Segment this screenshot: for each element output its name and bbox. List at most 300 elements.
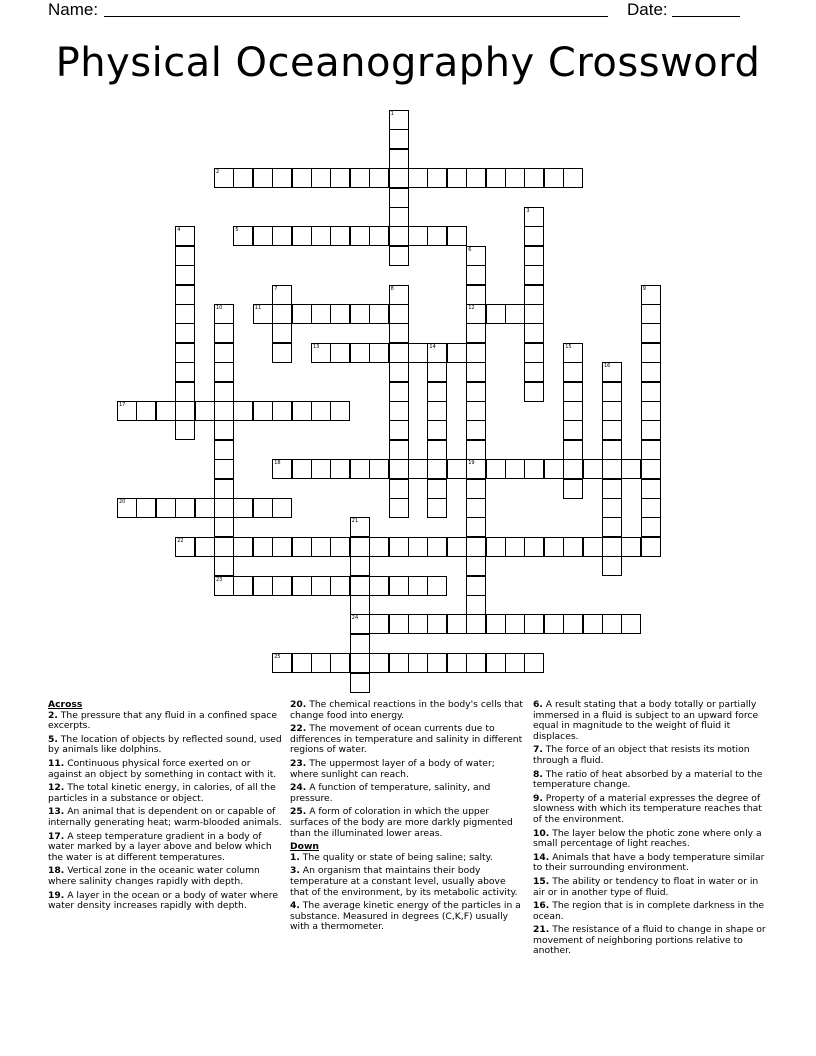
- grid-cell[interactable]: [369, 459, 389, 479]
- grid-cell[interactable]: [544, 614, 564, 634]
- grid-cell[interactable]: [408, 653, 428, 673]
- grid-cell[interactable]: [292, 459, 312, 479]
- grid-cell[interactable]: [524, 285, 544, 305]
- grid-cell[interactable]: [330, 226, 350, 246]
- grid-cell[interactable]: [369, 226, 389, 246]
- clue-item: [533, 794, 768, 826]
- grid-cell[interactable]: [621, 459, 641, 479]
- grid-cell[interactable]: [641, 343, 661, 363]
- grid-cell[interactable]: [253, 168, 273, 188]
- clue-item-text: The movement of ocean currents due to differences in temperature and salinity in different regions of water.: [290, 723, 523, 756]
- grid-cell[interactable]: [272, 459, 292, 479]
- grid-cell[interactable]: [350, 537, 370, 557]
- grid-cell[interactable]: [602, 614, 622, 634]
- grid-cell[interactable]: [524, 362, 544, 382]
- grid-cell[interactable]: [350, 343, 370, 363]
- grid-cell[interactable]: [175, 382, 195, 402]
- grid-cell[interactable]: [466, 168, 486, 188]
- grid-cell[interactable]: [427, 459, 447, 479]
- grid-cell[interactable]: [466, 517, 486, 537]
- grid-cell[interactable]: [350, 595, 370, 615]
- grid-cell[interactable]: [427, 420, 447, 440]
- grid-cell[interactable]: [602, 440, 622, 460]
- grid-cell[interactable]: [369, 168, 389, 188]
- grid-cell[interactable]: [427, 362, 447, 382]
- grid-cell[interactable]: [369, 537, 389, 557]
- grid-cell[interactable]: [524, 614, 544, 634]
- grid-cell[interactable]: [602, 420, 622, 440]
- grid-cell[interactable]: [175, 265, 195, 285]
- grid-cell[interactable]: [563, 420, 583, 440]
- clue-item-text: The chemical reactions in the body's cells that change food into energy.: [290, 699, 524, 721]
- clue-number: 16: [604, 363, 611, 370]
- grid-cell[interactable]: [389, 362, 409, 382]
- grid-cell[interactable]: [466, 498, 486, 518]
- grid-cell[interactable]: [311, 226, 331, 246]
- clue-item: [533, 829, 768, 850]
- grid-cell[interactable]: [233, 537, 253, 557]
- clue-number: 21: [351, 518, 359, 525]
- grid-cell[interactable]: [214, 517, 234, 537]
- grid-cell[interactable]: [563, 168, 583, 188]
- grid-cell[interactable]: [350, 304, 370, 324]
- grid-cell[interactable]: [272, 537, 292, 557]
- grid-cell[interactable]: [641, 479, 661, 499]
- grid-cell[interactable]: [466, 285, 486, 305]
- grid-cell[interactable]: [292, 537, 312, 557]
- grid-cell[interactable]: [175, 323, 195, 343]
- grid-cell[interactable]: [214, 556, 234, 576]
- grid-cell[interactable]: [272, 576, 292, 596]
- grid-cell[interactable]: [486, 168, 506, 188]
- grid-cell[interactable]: [641, 285, 661, 305]
- grid-cell[interactable]: [195, 401, 215, 421]
- grid-cell[interactable]: [583, 614, 603, 634]
- grid-cell[interactable]: [350, 673, 370, 693]
- grid-cell[interactable]: [466, 459, 486, 479]
- grid-cell[interactable]: [389, 459, 409, 479]
- grid-cell[interactable]: [466, 595, 486, 615]
- grid-cell[interactable]: [408, 168, 428, 188]
- grid-cell[interactable]: [641, 304, 661, 324]
- grid-cell[interactable]: [272, 285, 292, 305]
- grid-cell[interactable]: [389, 420, 409, 440]
- clue-item-number: 17.: [48, 830, 65, 842]
- clue-item-number: 14.: [533, 851, 550, 863]
- grid-cell[interactable]: [447, 614, 467, 634]
- grid-cell[interactable]: [602, 537, 622, 557]
- grid-cell[interactable]: [292, 653, 312, 673]
- grid-cell[interactable]: [408, 343, 428, 363]
- grid-cell[interactable]: [641, 537, 661, 557]
- grid-cell[interactable]: [563, 343, 583, 363]
- grid-cell[interactable]: [524, 168, 544, 188]
- grid-cell[interactable]: [486, 614, 506, 634]
- grid-cell[interactable]: [466, 653, 486, 673]
- clue-item: [533, 853, 768, 874]
- grid-cell[interactable]: [389, 401, 409, 421]
- grid-cell[interactable]: [214, 168, 234, 188]
- grid-cell[interactable]: [272, 653, 292, 673]
- grid-cell[interactable]: [427, 653, 447, 673]
- grid-cell[interactable]: [156, 401, 176, 421]
- grid-cell[interactable]: [389, 168, 409, 188]
- grid-cell[interactable]: [389, 614, 409, 634]
- grid-cell[interactable]: [563, 440, 583, 460]
- grid-cell[interactable]: [447, 343, 467, 363]
- grid-cell[interactable]: [602, 479, 622, 499]
- grid-cell[interactable]: [466, 420, 486, 440]
- grid-cell[interactable]: [389, 226, 409, 246]
- grid-cell[interactable]: [524, 459, 544, 479]
- grid-cell[interactable]: [427, 614, 447, 634]
- grid-cell[interactable]: [311, 537, 331, 557]
- grid-cell[interactable]: [466, 614, 486, 634]
- grid-cell[interactable]: [427, 479, 447, 499]
- grid-cell[interactable]: [427, 168, 447, 188]
- grid-cell[interactable]: [505, 168, 525, 188]
- grid-cell[interactable]: [350, 226, 370, 246]
- grid-cell[interactable]: [330, 401, 350, 421]
- grid-cell[interactable]: [427, 537, 447, 557]
- clue-item-text: The uppermost layer of a body of water; where sunlight can reach.: [290, 757, 495, 780]
- grid-cell[interactable]: [117, 401, 137, 421]
- grid-cell[interactable]: [214, 323, 234, 343]
- grid-cell[interactable]: [641, 498, 661, 518]
- grid-cell[interactable]: [563, 459, 583, 479]
- clue-number: 7: [274, 285, 278, 292]
- grid-cell[interactable]: [389, 285, 409, 305]
- grid-cell[interactable]: [214, 459, 234, 479]
- grid-cell[interactable]: [311, 576, 331, 596]
- grid-cell[interactable]: [544, 168, 564, 188]
- grid-cell[interactable]: [524, 653, 544, 673]
- grid-cell[interactable]: [427, 382, 447, 402]
- grid-cell[interactable]: [350, 517, 370, 537]
- grid-cell[interactable]: [272, 168, 292, 188]
- grid-cell[interactable]: [253, 498, 273, 518]
- grid-cell[interactable]: [175, 343, 195, 363]
- grid-cell[interactable]: [389, 323, 409, 343]
- grid-cell[interactable]: [214, 479, 234, 499]
- grid-cell[interactable]: [466, 362, 486, 382]
- grid-cell[interactable]: [466, 323, 486, 343]
- clue-column-2: [290, 700, 525, 936]
- grid-cell[interactable]: [175, 537, 195, 557]
- grid-cell[interactable]: [486, 304, 506, 324]
- grid-cell[interactable]: [214, 343, 234, 363]
- grid-cell[interactable]: [272, 323, 292, 343]
- grid-cell[interactable]: [389, 653, 409, 673]
- grid-cell[interactable]: [641, 382, 661, 402]
- clue-item-number: 2.: [48, 709, 58, 721]
- grid-cell[interactable]: [214, 498, 234, 518]
- grid-cell[interactable]: [389, 246, 409, 266]
- clue-item: [290, 853, 525, 864]
- grid-cell[interactable]: [408, 459, 428, 479]
- grid-cell[interactable]: [427, 576, 447, 596]
- grid-cell[interactable]: [214, 382, 234, 402]
- clue-item-number: 9.: [533, 792, 543, 804]
- grid-cell[interactable]: [330, 304, 350, 324]
- grid-cell[interactable]: [641, 517, 661, 537]
- clue-number: 4: [177, 227, 181, 234]
- grid-cell[interactable]: [233, 401, 253, 421]
- grid-cell[interactable]: [175, 498, 195, 518]
- grid-cell[interactable]: [175, 304, 195, 324]
- grid-cell[interactable]: [292, 576, 312, 596]
- grid-cell[interactable]: [486, 653, 506, 673]
- grid-cell[interactable]: [272, 498, 292, 518]
- grid-cell[interactable]: [292, 168, 312, 188]
- grid-cell[interactable]: [292, 304, 312, 324]
- grid-cell[interactable]: [641, 401, 661, 421]
- grid-cell[interactable]: [389, 149, 409, 169]
- grid-cell[interactable]: [466, 401, 486, 421]
- grid-cell[interactable]: [621, 614, 641, 634]
- grid-cell[interactable]: [408, 226, 428, 246]
- grid-cell[interactable]: [389, 207, 409, 227]
- grid-cell[interactable]: [505, 304, 525, 324]
- grid-cell[interactable]: [505, 459, 525, 479]
- grid-cell[interactable]: [563, 401, 583, 421]
- grid-cell[interactable]: [214, 401, 234, 421]
- grid-cell[interactable]: [408, 537, 428, 557]
- grid-cell[interactable]: [505, 653, 525, 673]
- grid-cell[interactable]: [621, 537, 641, 557]
- grid-cell[interactable]: [544, 459, 564, 479]
- grid-cell[interactable]: [466, 576, 486, 596]
- grid-cell[interactable]: [389, 576, 409, 596]
- grid-cell[interactable]: [233, 576, 253, 596]
- grid-cell[interactable]: [311, 168, 331, 188]
- grid-cell[interactable]: [330, 459, 350, 479]
- grid-cell[interactable]: [311, 401, 331, 421]
- grid-cell[interactable]: [253, 226, 273, 246]
- grid-cell[interactable]: [641, 362, 661, 382]
- grid-cell[interactable]: [447, 168, 467, 188]
- grid-cell[interactable]: [233, 498, 253, 518]
- grid-cell[interactable]: [641, 459, 661, 479]
- grid-cell[interactable]: [389, 498, 409, 518]
- grid-cell[interactable]: [292, 401, 312, 421]
- grid-cell[interactable]: [408, 576, 428, 596]
- grid-cell[interactable]: [466, 304, 486, 324]
- grid-cell[interactable]: [233, 226, 253, 246]
- grid-cell[interactable]: [253, 576, 273, 596]
- grid-cell[interactable]: [253, 401, 273, 421]
- clue-number: 22: [177, 537, 184, 544]
- grid-cell[interactable]: [389, 188, 409, 208]
- grid-cell[interactable]: [408, 614, 428, 634]
- grid-cell[interactable]: [350, 556, 370, 576]
- grid-cell[interactable]: [369, 304, 389, 324]
- grid-cell[interactable]: [466, 265, 486, 285]
- grid-cell[interactable]: [369, 576, 389, 596]
- grid-cell[interactable]: [330, 537, 350, 557]
- grid-cell[interactable]: [505, 614, 525, 634]
- grid-cell[interactable]: [602, 498, 622, 518]
- grid-cell[interactable]: [175, 246, 195, 266]
- grid-cell[interactable]: [427, 401, 447, 421]
- clue-item-number: 3.: [290, 865, 300, 877]
- clue-column-3: [533, 700, 768, 960]
- clue-number: 3: [526, 208, 530, 214]
- grid-cell[interactable]: [427, 440, 447, 460]
- grid-cell[interactable]: [641, 440, 661, 460]
- grid-cell[interactable]: [524, 207, 544, 227]
- grid-cell[interactable]: [272, 226, 292, 246]
- clue-item-number: 7.: [533, 744, 543, 756]
- grid-cell[interactable]: [427, 226, 447, 246]
- grid-cell[interactable]: [524, 246, 544, 266]
- grid-cell[interactable]: [389, 129, 409, 149]
- grid-cell[interactable]: [524, 537, 544, 557]
- grid-cell[interactable]: [389, 110, 409, 130]
- grid-cell[interactable]: [583, 459, 603, 479]
- grid-cell[interactable]: [563, 537, 583, 557]
- grid-cell[interactable]: [253, 304, 273, 324]
- grid-cell[interactable]: [214, 576, 234, 596]
- grid-cell[interactable]: [311, 653, 331, 673]
- grid-cell[interactable]: [195, 537, 215, 557]
- grid-cell[interactable]: [524, 343, 544, 363]
- grid-cell[interactable]: [563, 362, 583, 382]
- grid-cell[interactable]: [117, 498, 137, 518]
- grid-cell[interactable]: [427, 343, 447, 363]
- grid-cell[interactable]: [544, 537, 564, 557]
- grid-cell[interactable]: [311, 304, 331, 324]
- grid-cell[interactable]: [156, 498, 176, 518]
- grid-cell[interactable]: [427, 498, 447, 518]
- clue-number: 15: [565, 343, 572, 350]
- grid-cell[interactable]: [447, 459, 467, 479]
- grid-cell[interactable]: [350, 168, 370, 188]
- grid-cell[interactable]: [233, 168, 253, 188]
- grid-cell[interactable]: [602, 459, 622, 479]
- grid-cell[interactable]: [350, 634, 370, 654]
- grid-cell[interactable]: [389, 343, 409, 363]
- grid-cell[interactable]: [311, 343, 331, 363]
- grid-cell[interactable]: [524, 382, 544, 402]
- clue-item: [290, 807, 525, 839]
- grid-cell[interactable]: [214, 420, 234, 440]
- grid-cell[interactable]: [350, 614, 370, 634]
- grid-cell[interactable]: [389, 537, 409, 557]
- grid-cell[interactable]: [524, 265, 544, 285]
- grid-cell[interactable]: [389, 479, 409, 499]
- clue-item-text: The quality or state of being saline; salty.: [299, 851, 493, 863]
- grid-cell[interactable]: [466, 479, 486, 499]
- grid-cell[interactable]: [175, 401, 195, 421]
- grid-cell[interactable]: [583, 537, 603, 557]
- grid-cell[interactable]: [505, 537, 525, 557]
- grid-cell[interactable]: [641, 420, 661, 440]
- clue-item-text: The region that is in complete darkness in the ocean.: [533, 900, 765, 922]
- grid-cell[interactable]: [563, 614, 583, 634]
- grid-cell[interactable]: [466, 440, 486, 460]
- grid-cell[interactable]: [175, 362, 195, 382]
- clue-item: [533, 745, 768, 766]
- grid-cell[interactable]: [447, 537, 467, 557]
- grid-cell[interactable]: [563, 479, 583, 499]
- grid-cell[interactable]: [292, 226, 312, 246]
- clue-item-number: 10.: [533, 827, 550, 839]
- grid-cell[interactable]: [311, 459, 331, 479]
- grid-cell[interactable]: [175, 285, 195, 305]
- grid-cell[interactable]: [214, 440, 234, 460]
- grid-cell[interactable]: [602, 517, 622, 537]
- grid-cell[interactable]: [389, 304, 409, 324]
- clue-item-text: A form of coloration in which the upper surfaces of the body are more darkly pigmented than the illuminated lower areas.: [290, 806, 513, 839]
- clue-item-text: Continuous physical force exerted on or against an object by something in contact with it.: [48, 757, 277, 780]
- grid-cell[interactable]: [524, 304, 544, 324]
- grid-cell[interactable]: [253, 537, 273, 557]
- grid-cell[interactable]: [136, 498, 156, 518]
- grid-cell[interactable]: [214, 304, 234, 324]
- grid-cell[interactable]: [466, 556, 486, 576]
- grid-cell[interactable]: [214, 362, 234, 382]
- grid-cell[interactable]: [272, 401, 292, 421]
- grid-cell[interactable]: [195, 498, 215, 518]
- grid-cell[interactable]: [466, 382, 486, 402]
- grid-cell[interactable]: [214, 537, 234, 557]
- clue-item-text: The average kinetic energy of the particles in a substance. Measured in degrees (C,K,F) usually with a thermometer.: [290, 900, 521, 933]
- grid-cell[interactable]: [524, 323, 544, 343]
- grid-cell[interactable]: [330, 343, 350, 363]
- grid-cell[interactable]: [272, 343, 292, 363]
- grid-cell[interactable]: [175, 226, 195, 246]
- grid-cell[interactable]: [466, 343, 486, 363]
- grid-cell[interactable]: [330, 168, 350, 188]
- grid-cell[interactable]: [486, 459, 506, 479]
- grid-cell[interactable]: [389, 382, 409, 402]
- grid-cell[interactable]: [350, 576, 370, 596]
- grid-cell[interactable]: [486, 537, 506, 557]
- grid-cell[interactable]: [369, 343, 389, 363]
- grid-cell[interactable]: [330, 653, 350, 673]
- grid-cell[interactable]: [602, 362, 622, 382]
- clue-item-number: 4.: [290, 900, 300, 912]
- grid-cell[interactable]: [330, 576, 350, 596]
- grid-cell[interactable]: [466, 537, 486, 557]
- grid-cell[interactable]: [369, 614, 389, 634]
- grid-cell[interactable]: [175, 420, 195, 440]
- grid-cell[interactable]: [350, 653, 370, 673]
- down-heading: Down: [290, 841, 319, 853]
- grid-cell[interactable]: [350, 459, 370, 479]
- clue-item-text: Vertical zone in the oceanic water column where salinity changes rapidly with depth.: [48, 865, 260, 887]
- grid-cell[interactable]: [641, 323, 661, 343]
- grid-cell[interactable]: [447, 653, 467, 673]
- grid-cell[interactable]: [466, 246, 486, 266]
- grid-cell[interactable]: [602, 556, 622, 576]
- grid-cell[interactable]: [136, 401, 156, 421]
- clue-item-text: A steep temperature gradient in a body of water marked by a layer above and below which the water is at different temperatures.: [48, 830, 272, 863]
- grid-cell[interactable]: [369, 653, 389, 673]
- grid-cell[interactable]: [272, 304, 292, 324]
- clue-number: 6: [468, 246, 472, 253]
- grid-cell[interactable]: [602, 401, 622, 421]
- clue-item-text: The force of an object that resists its motion through a fluid.: [533, 744, 750, 766]
- clue-item: [533, 700, 768, 742]
- grid-cell[interactable]: [524, 226, 544, 246]
- clue-item-number: 25.: [290, 806, 307, 818]
- grid-cell[interactable]: [602, 382, 622, 402]
- grid-cell[interactable]: [447, 226, 467, 246]
- grid-cell[interactable]: [563, 382, 583, 402]
- grid-cell[interactable]: [389, 440, 409, 460]
